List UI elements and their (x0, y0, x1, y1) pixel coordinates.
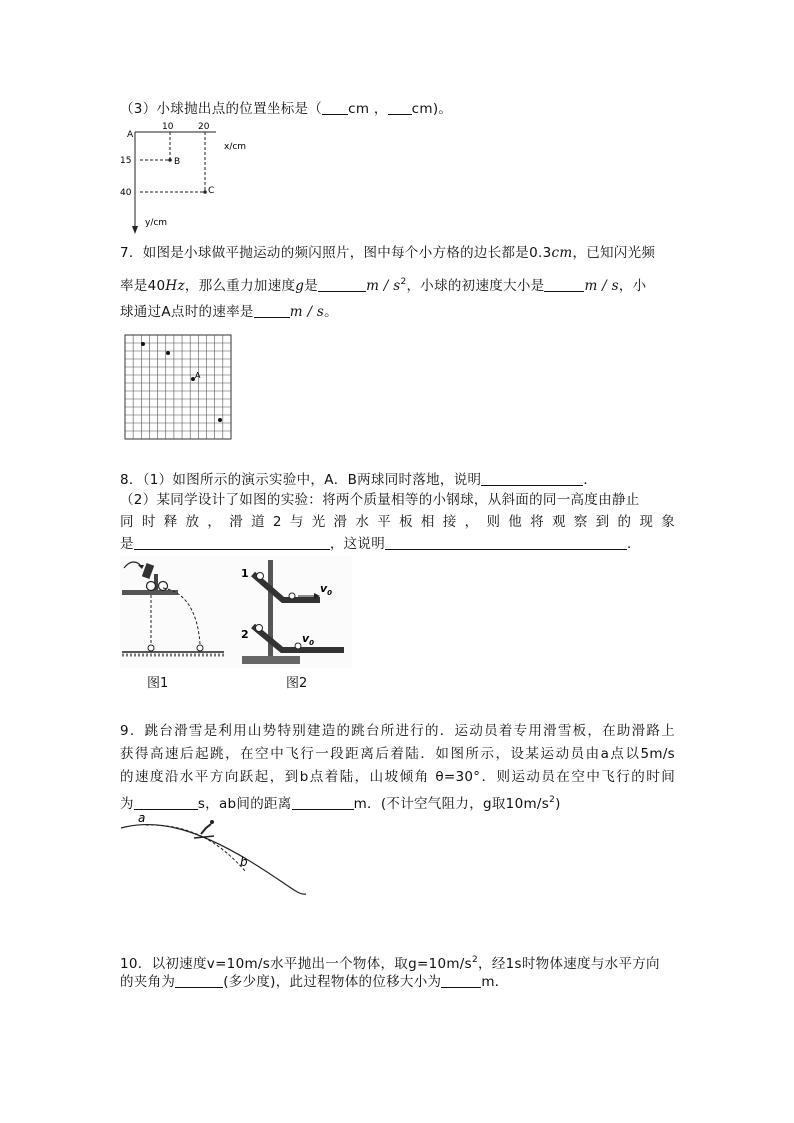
answer-blank[interactable] (441, 975, 481, 988)
unit-m-s: m / s (584, 278, 619, 294)
q7-text: 球通过A点时的速率是 (120, 304, 254, 320)
superscript: 2 (400, 277, 407, 287)
velocity-subscript: 0 (327, 589, 333, 597)
label-a: A (127, 130, 134, 140)
q7-line1 (120, 244, 655, 262)
y-axis-label: y/cm (145, 218, 168, 228)
answer-blank[interactable] (175, 975, 223, 988)
answer-blank[interactable] (134, 797, 198, 810)
tick-20: 20 (198, 122, 210, 132)
q10-text: 10．以初速度v=10m/s水平抛出一个物体，取g=10m/s (120, 956, 472, 972)
q6-text-b: cm ， (348, 101, 388, 117)
answer-blank[interactable] (292, 797, 354, 810)
x-axis-label: x/cm (224, 142, 247, 152)
coordinate-figure (118, 118, 258, 236)
unit-m-s: m / s (289, 304, 325, 320)
q7-text: 。 (324, 304, 338, 320)
q10-text: (多少度)，此过程物体的位移大小为 (223, 974, 442, 990)
q10-text: 的夹角为 (120, 974, 176, 990)
figure-2-caption: 图2 (286, 676, 308, 691)
ball-position-4 (218, 418, 222, 422)
slide-2-label: 2 (241, 628, 249, 641)
q9-text: s，ab间的距离 (197, 796, 292, 812)
point-a-label: a (138, 811, 146, 825)
q9-line2: 获得高速后起跳，在空中飞行一段距离后着陆．如图所示，设某运动员由a点以5m/s (120, 746, 675, 762)
label-b: B (174, 157, 181, 167)
q8-line1 (120, 471, 597, 489)
ski-jump-figure (118, 810, 308, 900)
q7-line2 (120, 273, 646, 295)
tick-10: 10 (162, 122, 174, 132)
answer-blank[interactable] (318, 279, 366, 292)
point-c (203, 190, 207, 194)
strobe-grid-figure (124, 334, 234, 442)
velocity-subscript: 0 (309, 639, 315, 647)
y-axis-arrow-icon (132, 226, 138, 234)
label-a: A (195, 371, 201, 380)
q6-text-a: （3）小球抛出点的位置坐标是（ (120, 101, 323, 117)
q8-text: ． (627, 536, 641, 552)
trajectory (146, 825, 246, 872)
answer-blank[interactable] (385, 537, 627, 550)
superscript: 2 (471, 955, 479, 965)
q9-text: m．(不计空气阻力，g取10m/s (353, 796, 550, 812)
q7-text: ，小 (618, 278, 647, 294)
q8-line2: （2）某同学设计了如图的实验：将两个质量相等的小钢球，从斜面的同一高度由静止 (120, 492, 640, 508)
superscript: 2 (549, 795, 556, 805)
ball-position-1 (141, 342, 145, 346)
ball-position-2 (166, 351, 170, 355)
q8-line3: 同时释放，滑道2与光滑水平板相接，则他将观察到的现象 (120, 514, 675, 530)
q7-text: ，已知闪光频 (572, 245, 656, 261)
answer-blank[interactable] (322, 102, 348, 115)
q10-text: ，经1s时物体速度与水平方向 (478, 956, 660, 972)
q9-line1: 9．跳台滑雪是利用山势特别建造的跳台所进行的．运动员着专用滑雪板，在助滑路上 (120, 723, 675, 739)
q10-line1 (120, 951, 660, 973)
q7-text: ，那么重力加速度 (184, 278, 296, 294)
figure-1-caption: 图1 (147, 676, 169, 691)
q6-part3-text (120, 100, 452, 118)
q8-text: ，这说明 (329, 536, 386, 552)
q8-text: 是 (120, 536, 134, 552)
q8-text: 8．（1）如图所示的演示实验中，A．B两球同时落地，说明 (120, 472, 482, 488)
q9-text: 为 (120, 796, 134, 812)
q8-text: ． (583, 472, 598, 488)
answer-blank[interactable] (134, 537, 330, 550)
unit-hz: Hz (165, 278, 185, 294)
q6-text-c: cm)。 (411, 101, 453, 117)
velocity-label: v (302, 632, 310, 645)
slide-1-label: 1 (241, 567, 249, 580)
answer-blank[interactable] (388, 102, 412, 115)
label-c: C (208, 186, 215, 196)
velocity-label: v (320, 582, 328, 595)
answer-blank[interactable] (544, 279, 584, 292)
q7-text: ，小球的初速度大小是 (406, 278, 545, 294)
q7-line3 (120, 303, 338, 321)
unit-cm: cm (551, 245, 573, 261)
q10-text: m． (481, 974, 509, 990)
answer-blank[interactable] (254, 305, 290, 318)
q9-text: ) (555, 796, 561, 812)
symbol-g: g (295, 278, 305, 294)
q7-text: 率是40 (120, 278, 166, 294)
slope-line (121, 825, 306, 895)
experiment-figures (120, 556, 352, 668)
q7-text: 7．如图是小球做平抛运动的频闪照片，图中每个小方格的边长都是0.3 (120, 245, 552, 261)
q10-line2 (120, 973, 509, 991)
q9-line3: 的速度沿水平方向跃起，到b点着陆，山坡倾角 θ=30°．则运动员在空中飞行的时间 (120, 769, 675, 785)
tick-15: 15 (120, 156, 132, 166)
point-b-label: b (240, 855, 248, 869)
unit-m-s2: m / s (366, 278, 401, 294)
q8-line4 (120, 535, 641, 553)
q7-text: 是 (304, 278, 319, 294)
skier-icon (194, 820, 214, 838)
answer-blank[interactable] (481, 473, 583, 486)
point-b (168, 158, 172, 162)
tick-40: 40 (120, 188, 132, 198)
